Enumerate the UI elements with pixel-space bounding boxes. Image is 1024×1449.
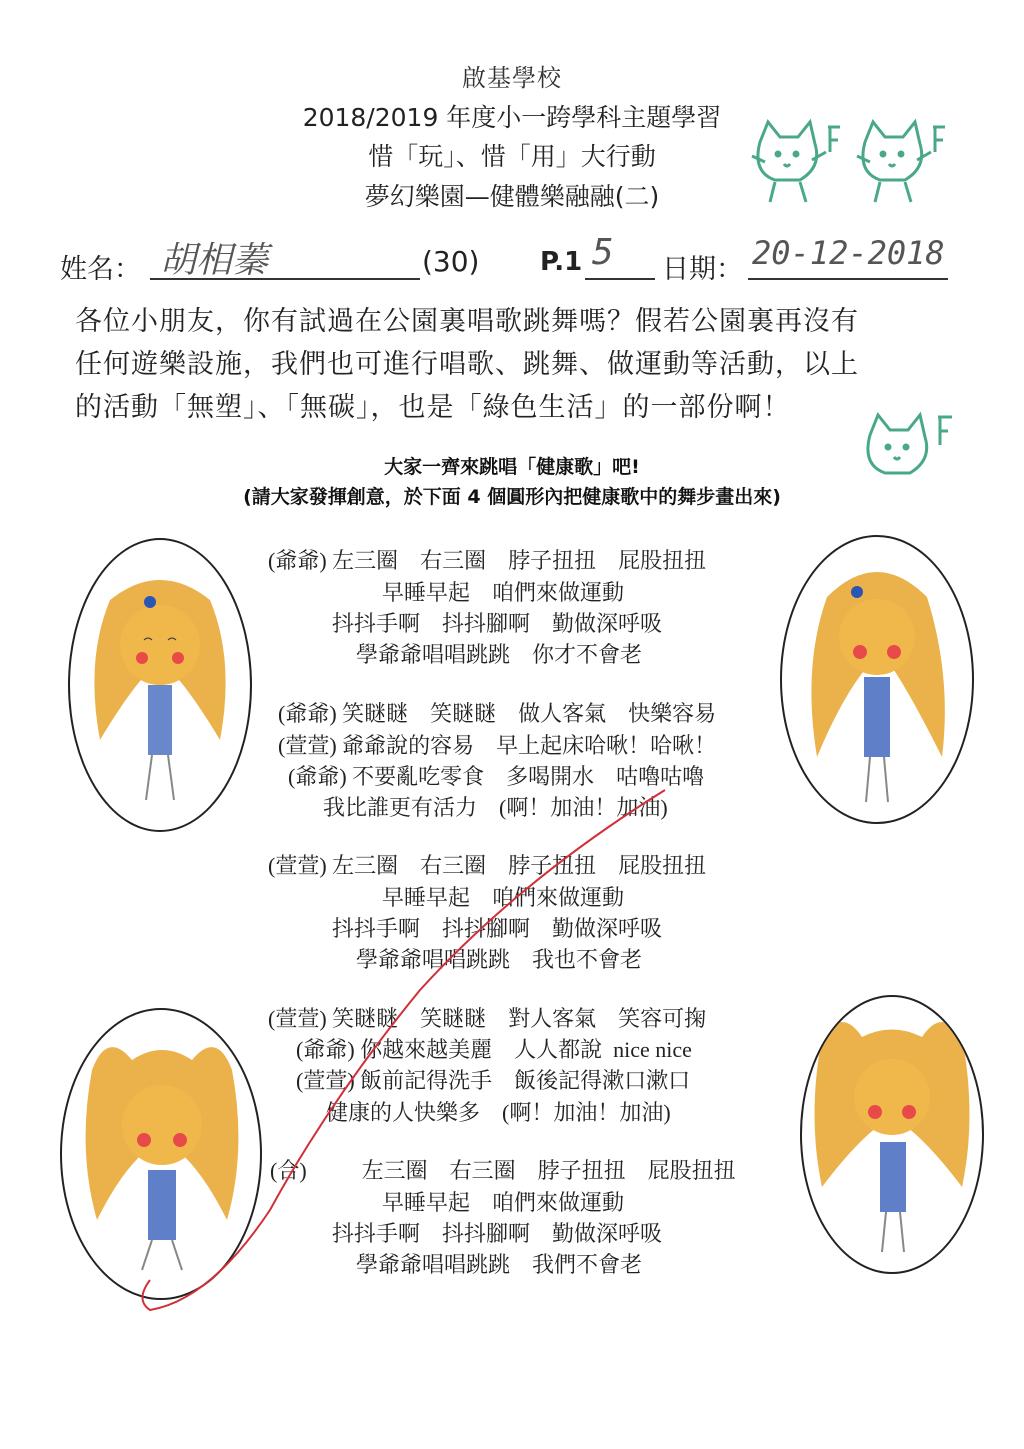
lyric-line: 抖抖手啊 抖抖腳啊 勤做深呼吸 [332,916,663,941]
lyric-line: 學爺爺唱唱跳跳 我也不會老 [356,947,643,972]
drawing-circle-2 [780,535,974,824]
lyric-line: 我比誰更有活力 (啊！加油！加油) [323,795,668,820]
lyric-line: (爺爺) 左三圈 右三圈 脖子扭扭 屁股扭扭 [268,548,707,573]
girl-drawing-icon [782,537,972,822]
lyric-line: 早睡早起 咱們來做運動 [382,1190,625,1215]
worksheet-subtitle: 夢幻樂園—健體樂融融(二) [364,182,660,211]
intro-line-2: 任何遊樂設施，我們也可進行唱歌、跳舞、做運動等活動，以上 [75,349,859,380]
lyric-line: 學爺爺唱唱跳跳 我們不會老 [356,1252,643,1277]
class-value: 5 [592,232,614,273]
lyric-line: 抖抖手啊 抖抖腳啊 勤做深呼吸 [332,611,663,636]
drawing-circle-3 [60,1008,262,1300]
instruction-detail: (請大家發揮創意，於下面 4 個圓形內把健康歌中的舞步畫出來) [243,486,781,508]
cat-stamp-icon [752,122,840,202]
drawing-circle-1 [68,538,252,832]
class-label: P.1 [540,247,583,277]
school-name: 啟基學校 [462,64,562,92]
intro-line-3: 的活動「無塑」、「無碳」，也是「綠色生活」的一部份啊！ [75,392,791,423]
date-value: 20-12-2018 [752,234,945,272]
lyric-line: (合) 左三圈 右三圈 脖子扭扭 屁股扭扭 [270,1158,736,1183]
class-number: (30) [422,245,480,278]
lyric-line: (萱萱) 笑瞇瞇 笑瞇瞇 對人客氣 笑容可掬 [268,1006,707,1031]
cat-stamps [740,112,960,212]
lyric-line: 早睡早起 咱們來做運動 [382,885,625,910]
drawing-circle-4 [800,995,984,1274]
cat-stamp-icon [857,122,945,202]
lyric-line: 學爺爺唱唱跳跳 你才不會老 [356,642,643,667]
lyric-line: (萱萱) 左三圈 右三圈 脖子扭扭 屁股扭扭 [268,853,707,878]
instruction-title: 大家一齊來跳唱「健康歌」吧! [384,456,640,478]
name-value: 胡相蓁 [160,240,269,281]
lyric-line: 早睡早起 咱們來做運動 [382,580,625,605]
program-title: 2018/2019 年度小一跨學科主題學習 [302,103,722,132]
lyric-line: (爺爺) 不要亂吃零食 多喝開水 咕嚕咕嚕 [288,764,705,789]
lyric-line: 抖抖手啊 抖抖腳啊 勤做深呼吸 [332,1221,663,1246]
lyric-line: (萱萱) 爺爺說的容易 早上起床哈啾！哈啾！ [278,733,717,758]
name-label: 姓名： [60,254,141,285]
lyric-line: 健康的人快樂多 (啊！加油！加油) [326,1100,671,1125]
girl-drawing-icon [62,1010,260,1298]
lyric-line: (爺爺) 你越來越美麗 人人都說 nice nice [296,1037,692,1062]
campaign-title: 惜「玩」、惜「用」大行動 [368,142,656,171]
lyric-line: (萱萱) 飯前記得洗手 飯後記得漱口漱口 [296,1068,691,1093]
lyric-line: (爺爺) 笑瞇瞇 笑瞇瞇 做人客氣 快樂容易 [278,701,717,726]
girl-drawing-icon [802,997,982,1272]
girl-drawing-icon [70,540,250,830]
date-label: 日期： [662,254,743,285]
intro-line-1: 各位小朋友，你有試過在公園裏唱歌跳舞嗎？假若公園裏再沒有 [75,306,859,337]
